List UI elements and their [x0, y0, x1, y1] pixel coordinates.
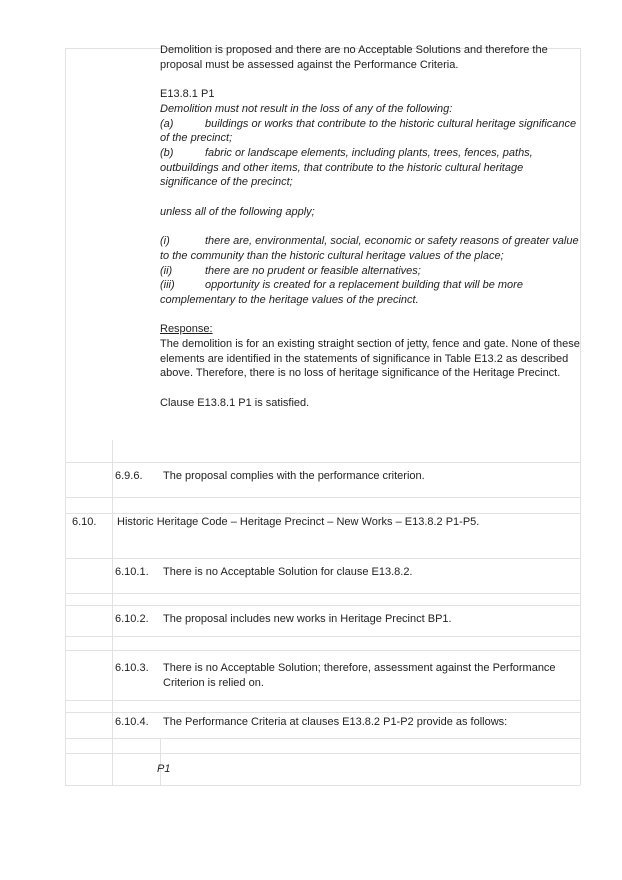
clause-number: 6.10.4. [115, 716, 149, 728]
unless-clause: unless all of the following apply; [160, 205, 315, 218]
item-marker: (i) [160, 235, 170, 248]
table-border [65, 605, 580, 606]
blank-line [160, 381, 580, 396]
table-border [65, 513, 580, 514]
performance-criterion-p1-label: P1 [157, 763, 171, 775]
clause-number: 6.10.2. [115, 613, 149, 625]
table-border [65, 558, 580, 559]
intro-paragraph: Demolition is proposed and there are no Acceptable Solutions and therefore the proposal must be assessed against the Performance Criteria. [160, 44, 548, 71]
item-text: opportunity is created for a replacement building that will be more complementary to the heritage values of the precinct. [160, 279, 523, 306]
item-text: fabric or landscape elements, including plants, trees, fences, paths, outbuildings and other items, that contribute to the historic cultural heritage significance of the precinct; [160, 146, 533, 189]
conclusion-text: Clause E13.8.1 P1 is satisfied. [160, 396, 310, 409]
criteria-intro: Demolition must not result in the loss of any of the following: [160, 102, 453, 115]
response-label: Response: [160, 323, 213, 336]
response-cell [160, 43, 580, 411]
heading-text: Historic Heritage Code – Heritage Precinct – New Works – E13.8.2 P1-P5. [117, 516, 480, 528]
blank-line [160, 308, 580, 323]
clause-text: The Performance Criteria at clauses E13.8.2 P1-P2 provide as follows: [163, 716, 508, 728]
clause-number: 6.10.1. [115, 566, 149, 578]
blank-line [160, 190, 580, 205]
table-border [65, 462, 580, 463]
item-marker: (ii) [160, 264, 173, 277]
table-border [65, 497, 580, 498]
item-marker: (a) [160, 117, 174, 130]
clause-text: There is no Acceptable Solution; therefore, assessment against the Performance Criterion is relied on. [163, 662, 556, 689]
table-border [65, 636, 580, 637]
clause-row-6-10-4 [0, 715, 580, 730]
clause-text: There is no Acceptable Solution for clause E13.8.2. [163, 566, 413, 578]
item-marker: (iii) [160, 279, 175, 292]
criteria-item-i [160, 234, 580, 263]
table-border [65, 700, 580, 701]
table-border [65, 753, 580, 754]
response-text: The demolition is for an existing straight section of jetty, fence and gate. None of these elements are identified in the statements of significance in Table E13.2 as described above. Therefore, there is no loss of heritage significance of the Heritage Precinct. [160, 338, 580, 380]
clause-number: 6.10.3. [115, 662, 149, 674]
table-border [65, 712, 580, 713]
clause-text: The proposal includes new works in Heritage Precinct BP1. [163, 613, 452, 625]
table-border [65, 650, 580, 651]
criteria-item-a [160, 117, 580, 146]
blank-line [160, 219, 580, 234]
criteria-item-b [160, 146, 580, 190]
clause-reference: E13.8.1 P1 [160, 88, 215, 101]
heading-row-6-10 [0, 515, 580, 530]
clause-row-6-10-1 [0, 565, 580, 580]
clause-number: 6.9.6. [115, 470, 143, 482]
clause-text: The proposal complies with the performance criterion. [163, 470, 425, 482]
table-border [65, 593, 580, 594]
clause-number: 6.10. [72, 516, 97, 528]
criteria-item-ii [160, 264, 580, 279]
table-border [65, 738, 580, 739]
item-text: there are, environmental, social, economic or safety reasons of greater value to the community than the historic cultural heritage values of the place; [160, 235, 579, 262]
table-border [580, 48, 581, 785]
criteria-item-iii [160, 278, 580, 307]
item-text: there are no prudent or feasible alternatives; [205, 264, 421, 277]
clause-row-6-9-6 [0, 469, 580, 484]
clause-row-6-10-3 [0, 661, 580, 690]
blank-line [160, 72, 580, 87]
item-marker: (b) [160, 146, 174, 159]
item-text: buildings or works that contribute to the historic cultural heritage significance of the precinct; [160, 117, 577, 145]
table-border [65, 785, 580, 786]
clause-row-6-10-2 [0, 612, 580, 627]
